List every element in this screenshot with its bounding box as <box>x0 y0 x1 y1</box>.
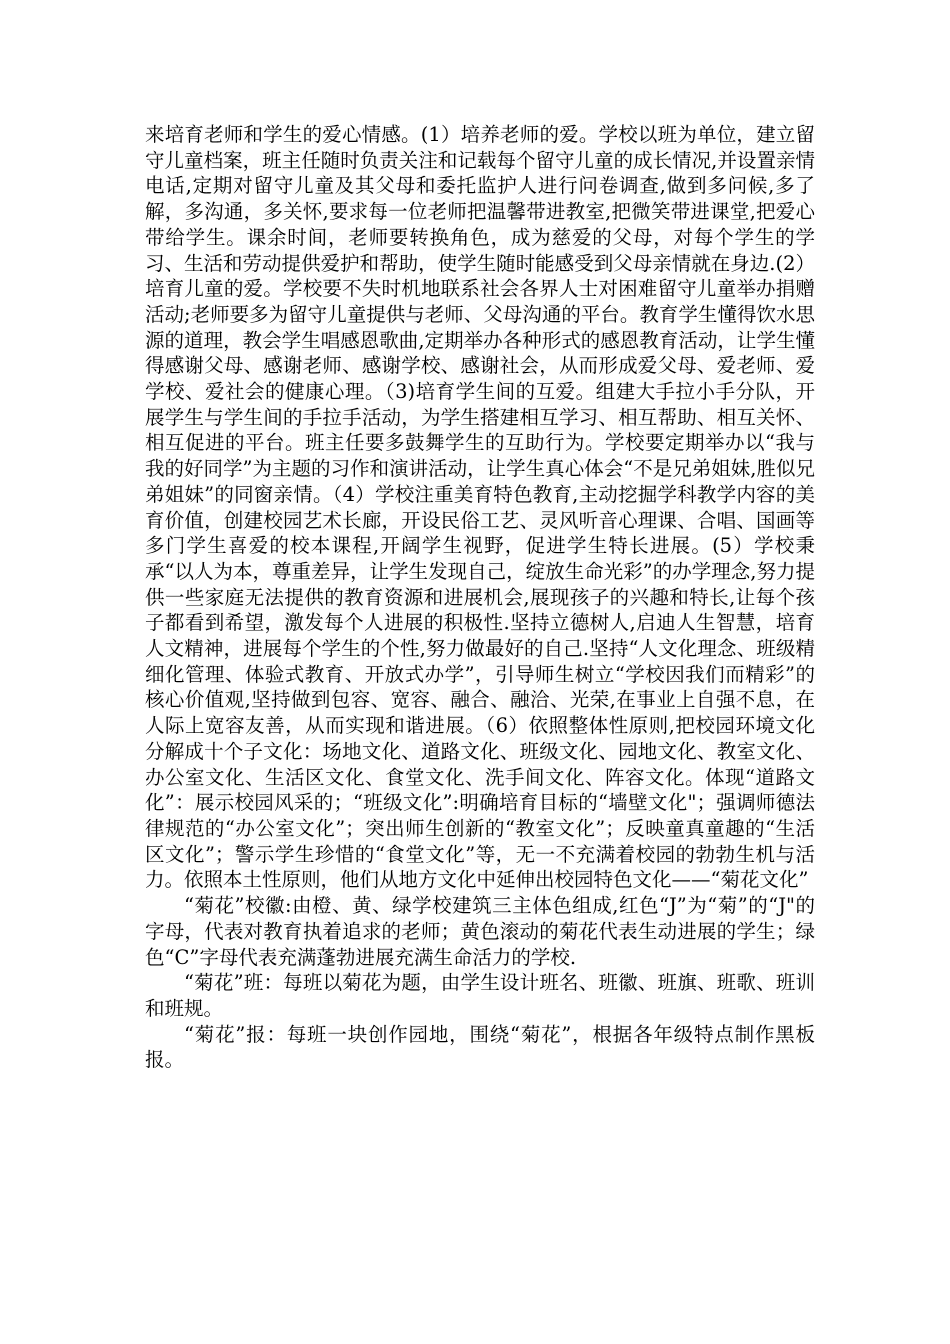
paragraph-main: 来培育老师和学生的爱心情感。(1）培养老师的爱。学校以班为单位，建立留守儿童档案，班主任随时负责关注和记载每个留守儿童的成长情况,并设置亲情电话,定期对留守儿童及其父母和委托监护人进行问卷调查,做到多问候,多了解，多沟通，多关怀,要求每一位老师把温馨带进教室,把微笑带进课堂,把爱心带给学生。课余时间，老师要转换角色，成为慈爱的父母，对每个学生的学习、生活和劳动提供爱护和帮助，使学生随时能感受到父母亲情就在身边.(2）培育儿童的爱。学校要不失时机地联系社会各界人士对困难留守儿童举办捐赠活动;老师要多为留守儿童提供与老师、父母沟通的平台。教育学生懂得饮水思源的道理，教会学生唱感恩歌曲,定期举办各种形式的感恩教育活动，让学生懂得感谢父母、感谢老师、感谢学校、感谢社会，从而形成爱父母、爱老师、爱学校、爱社会的健康心理。（3)培育学生间的互爱。组建大手拉小手分队，开展学生与学生间的手拉手活动，为学生搭建相互学习、相互帮助、相互关怀、相互促进的平台。班主任要多鼓舞学生的互助行为。学校要定期举办以“我与我的好同学”为主题的习作和演讲活动，让学生真心体会“不是兄弟姐妹,胜似兄弟姐妹”的同窗亲情。（4）学校注重美育特色教育,主动挖掘学科教学内容的美育价值，创建校园艺术长廊，开设民俗工艺、灵风听音心理课、合唱、国画等多门学生喜爱的校本课程,开阔学生视野，促进学生特长进展。(5）学校秉承“以人为本，尊重差异，让学生发现自己，绽放生命光彩”的办学理念,努力提供一些家庭无法提供的教育资源和进展机会,展现孩子的兴趣和特长,让每个孩子都看到希望，激发每个人进展的积极性.坚持立德树人,启迪人生智慧，培育人文精神，进展每个学生的个性,努力做最好的自己.坚持“人文化理念、班级精细化管理、体验式教育、开放式办学”，引导师生树立“学校因我们而精彩”的核心价值观,坚持做到包容、宽容、融合、融洽、光荣,在事业上自强不息，在人际上宽容友善，从而实现和谐进展。（6）依照整体性原则,把校园环境文化分解成十个子文化：场地文化、道路文化、班级文化、园地文化、教室文化、办公室文化、生活区文化、食堂文化、洗手间文化、阵容文化。体现“道路文化”：展示校园风采的；“班级文化”:明确培育目标的“墙壁文化"；强调师德法律规范的“办公室文化”；突出师生创新的“教室文化”；反映童真童趣的“生活区文化”；警示学生珍惜的“食堂文化”等，无一不充满着校园的勃勃生机与活力。依照本土性原则，他们从地方文化中延伸出校园特色文化——“菊花文化” <box>145 123 815 892</box>
document-body <box>145 122 815 1073</box>
paragraph-class: “菊花”班：每班以菊花为题，由学生设计班名、班徽、班旗、班歌、班训和班规。 <box>145 971 815 1020</box>
paragraph-emblem: “菊花”校徽:由橙、黄、绿学校建筑三主体色组成,红色“J”为“菊”的“J"的字母，代表对教育执着追求的老师；黄色滚动的菊花代表生动进展的学生；绿色“C”字母代表充满蓬勃进展充满生命活力的学校. <box>145 894 815 969</box>
paragraph-newspaper: “菊花”报：每班一块创作园地，围绕“菊花”，根据各年级特点制作黑板报。 <box>145 1022 815 1072</box>
